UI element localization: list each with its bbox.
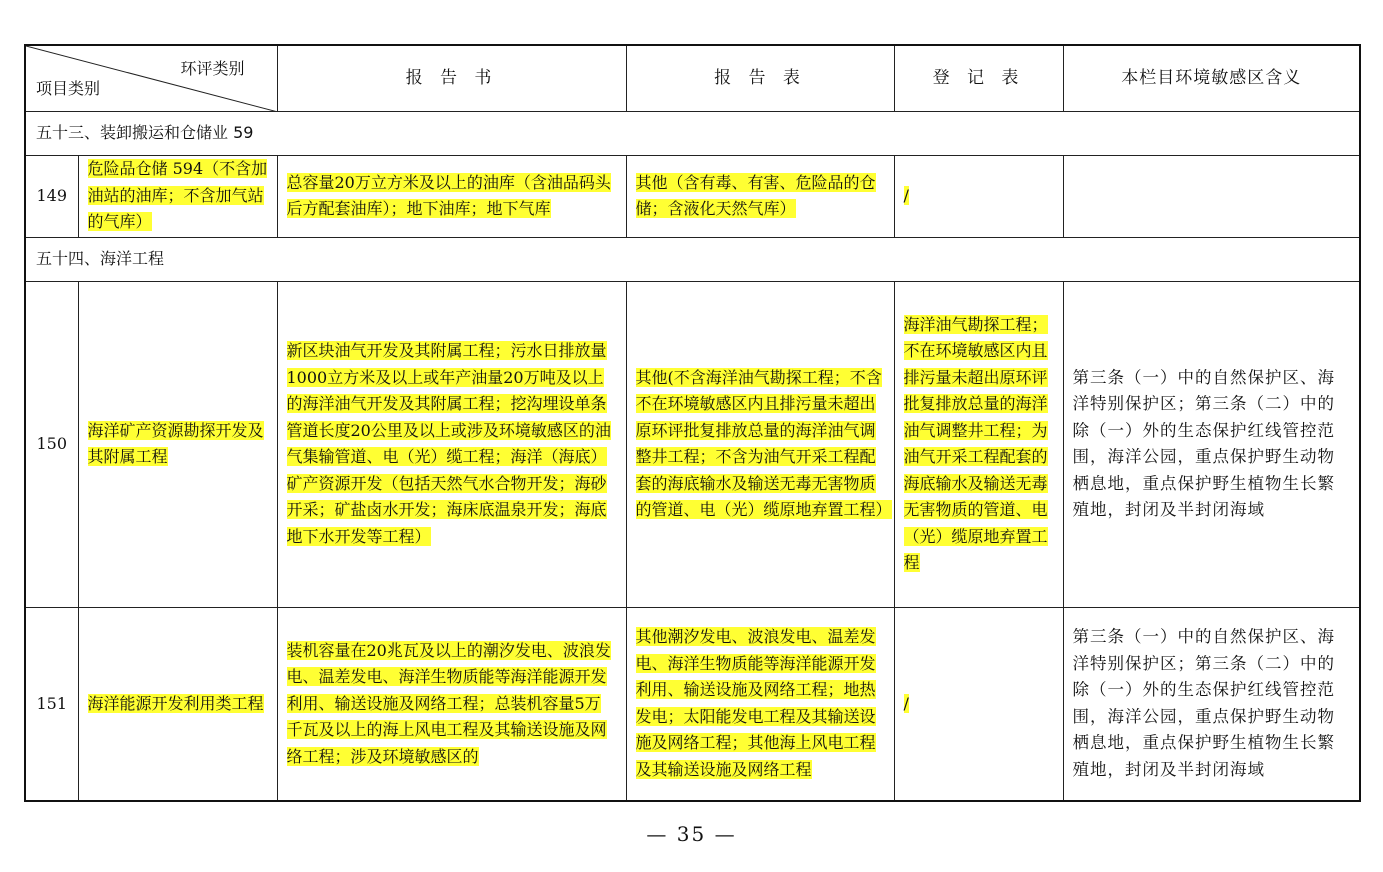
section-title: 五十三、装卸搬运和仓储业 59 bbox=[25, 111, 1360, 155]
section-row bbox=[25, 111, 1360, 155]
table-header-row bbox=[25, 45, 1360, 111]
report-book-cell bbox=[277, 607, 626, 801]
register-text: / bbox=[903, 185, 909, 205]
header-report-form: 报 告 表 bbox=[626, 45, 894, 111]
environmental-classification-table bbox=[24, 44, 1361, 802]
register-text: / bbox=[903, 693, 909, 713]
report-form-cell bbox=[626, 607, 894, 801]
report-form-cell bbox=[626, 281, 894, 607]
register-text: 海洋油气勘探工程；不在环境敏感区内且排污量未超出原环评批复排放总量的海洋油气调整井工程；为油气开采工程配套的海底输水及输送无毒无害物质的管道、电（光）缆原地弃置工程 bbox=[903, 314, 1048, 572]
project-category-cell bbox=[78, 607, 277, 801]
row-number: 150 bbox=[25, 281, 78, 607]
sensitive-area-cell: 第三条（一）中的自然保护区、海洋特别保护区；第三条（二）中的除（一）外的生态保护红线管控范围，海洋公园，重点保护野生动物栖息地，重点保护野生植物生长繁殖地，封闭及半封闭海域 bbox=[1063, 607, 1360, 801]
header-project-category: 项目类别 bbox=[36, 79, 101, 98]
report-form-text: 其他潮汐发电、波浪发电、温差发电、海洋生物质能等海洋能源开发利用、输送设施及网络工程；地热发电；太阳能发电工程及其输送设施及网络工程；其他海上风电工程及其输送设施及网络工程 bbox=[635, 627, 876, 779]
section-row bbox=[25, 237, 1360, 281]
report-book-text: 总容量20万立方米及以上的油库（含油品码头后方配套油库）；地下油库；地下气库 bbox=[286, 172, 611, 218]
project-category-cell bbox=[78, 155, 277, 237]
page-number: — 35 — bbox=[646, 822, 737, 846]
sensitive-area-cell bbox=[1063, 155, 1360, 237]
report-book-text: 新区块油气开发及其附属工程；污水日排放量1000立方米及以上或年产油量20万吨及以上的海洋油气开发及其附属工程；挖沟埋设单条管道长度20公里及以上或涉及环境敏感区的油气集输管道、电（光）缆工程；海洋（海底）矿产资源开发（包括天然气水合物开发；海砂开采；矿盐卤水开发；海床底温泉开发；海底地下水开发等工程） bbox=[286, 341, 611, 546]
report-book-text: 装机容量在20兆瓦及以上的潮汐发电、波浪发电、温差发电、海洋生物质能等海洋能源开发利用、输送设施及网络工程；总装机容量5万千瓦及以上的海上风电工程及其输送设施及网络工程；涉及环境敏感区的 bbox=[286, 640, 611, 766]
row-number: 149 bbox=[25, 155, 78, 237]
header-sensitive-area: 本栏目环境敏感区含义 bbox=[1063, 45, 1360, 111]
report-book-cell bbox=[277, 281, 626, 607]
project-category-cell bbox=[78, 281, 277, 607]
header-register-form: 登 记 表 bbox=[894, 45, 1063, 111]
register-cell bbox=[894, 607, 1063, 801]
section-title: 五十四、海洋工程 bbox=[25, 237, 1360, 281]
project-category: 海洋能源开发利用类工程 bbox=[87, 693, 264, 713]
register-cell bbox=[894, 281, 1063, 607]
report-form-text: 其他(不含海洋油气勘探工程；不含不在环境敏感区内且排污量未超出原环评批复排放总量的海洋油气调整井工程；不含为油气开采工程配套的海底输水及输送无毒无害物质的管道、电（光）缆原地弃置工程） bbox=[635, 367, 892, 519]
report-form-text: 其他（含有毒、有害、危险品的仓储；含液化天然气库） bbox=[635, 172, 876, 218]
table-row bbox=[25, 607, 1360, 801]
header-assessment-category: 环评类别 bbox=[180, 59, 245, 78]
sensitive-area-cell: 第三条（一）中的自然保护区、海洋特别保护区；第三条（二）中的除（一）外的生态保护红线管控范围，海洋公园，重点保护野生动物栖息地，重点保护野生植物生长繁殖地，封闭及半封闭海域 bbox=[1063, 281, 1360, 607]
diagonal-header-cell bbox=[25, 45, 277, 111]
project-category: 危险品仓储 594（不含加油站的油库；不含加气站的气库） bbox=[87, 159, 268, 232]
header-report-book: 报 告 书 bbox=[277, 45, 626, 111]
row-number: 151 bbox=[25, 607, 78, 801]
project-category: 海洋矿产资源勘探开发及其附属工程 bbox=[87, 420, 264, 466]
report-book-cell bbox=[277, 155, 626, 237]
report-form-cell bbox=[626, 155, 894, 237]
table-row bbox=[25, 155, 1360, 237]
table-row bbox=[25, 281, 1360, 607]
register-cell bbox=[894, 155, 1063, 237]
